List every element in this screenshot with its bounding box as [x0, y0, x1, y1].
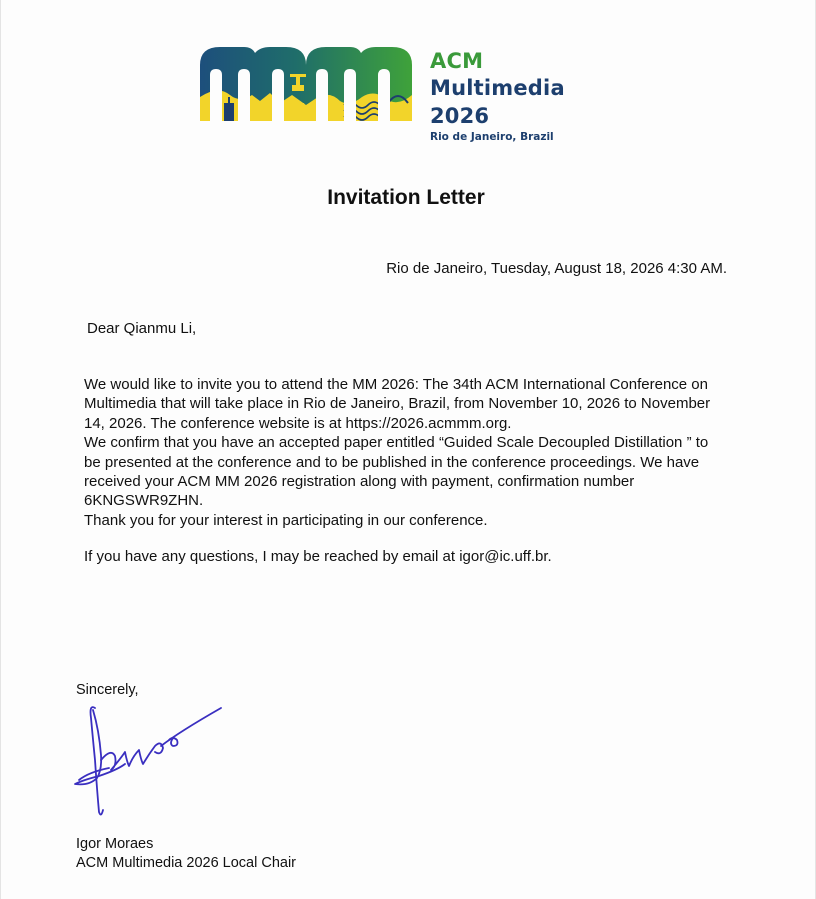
logo-text — [430, 48, 620, 145]
body-paragraph-invitation: We would like to invite you to attend the MM 2026: The 34th ACM International Conference on Multimedia that will take place in Rio de Janeiro, Brazil, from November 10, 2026 to November 14, 2026. The conference website is at https://2026.acmmm.org. — [84, 376, 711, 432]
letter-body — [84, 375, 724, 530]
letter-salutation: Dear Qianmu Li, — [87, 320, 197, 337]
body-paragraph-confirmation: We confirm that you have an accepted paper entitled “Guided Scale Decoupled Distillation ” to be presented at the conference and to be published in the conference proceedings. We have received your ACM MM 2026 registration along with payment, confirmation number 6KNGSWR9ZHN. — [84, 434, 709, 510]
signer-name: Igor Moraes — [76, 836, 154, 852]
signature-icon — [69, 700, 229, 820]
letter-title: Invitation Letter — [327, 186, 485, 209]
letter-contact: If you have any questions, I may be reached by email at igor@ic.uff.br. — [84, 548, 552, 565]
letter-closing: Sincerely, — [76, 682, 139, 698]
letter-dateline: Rio de Janeiro, Tuesday, August 18, 2026 4:30 AM. — [386, 260, 727, 277]
mm-logo-icon — [200, 45, 412, 121]
logo-location: Rio de Janeiro, Brazil — [430, 131, 554, 143]
body-paragraph-thanks: Thank you for your interest in participating in our conference. — [84, 511, 488, 529]
conference-logo — [200, 45, 620, 143]
logo-brand: ACM — [430, 49, 484, 73]
signer-role: ACM Multimedia 2026 Local Chair — [76, 855, 297, 871]
logo-event: Multimedia 2026 — [430, 76, 565, 128]
